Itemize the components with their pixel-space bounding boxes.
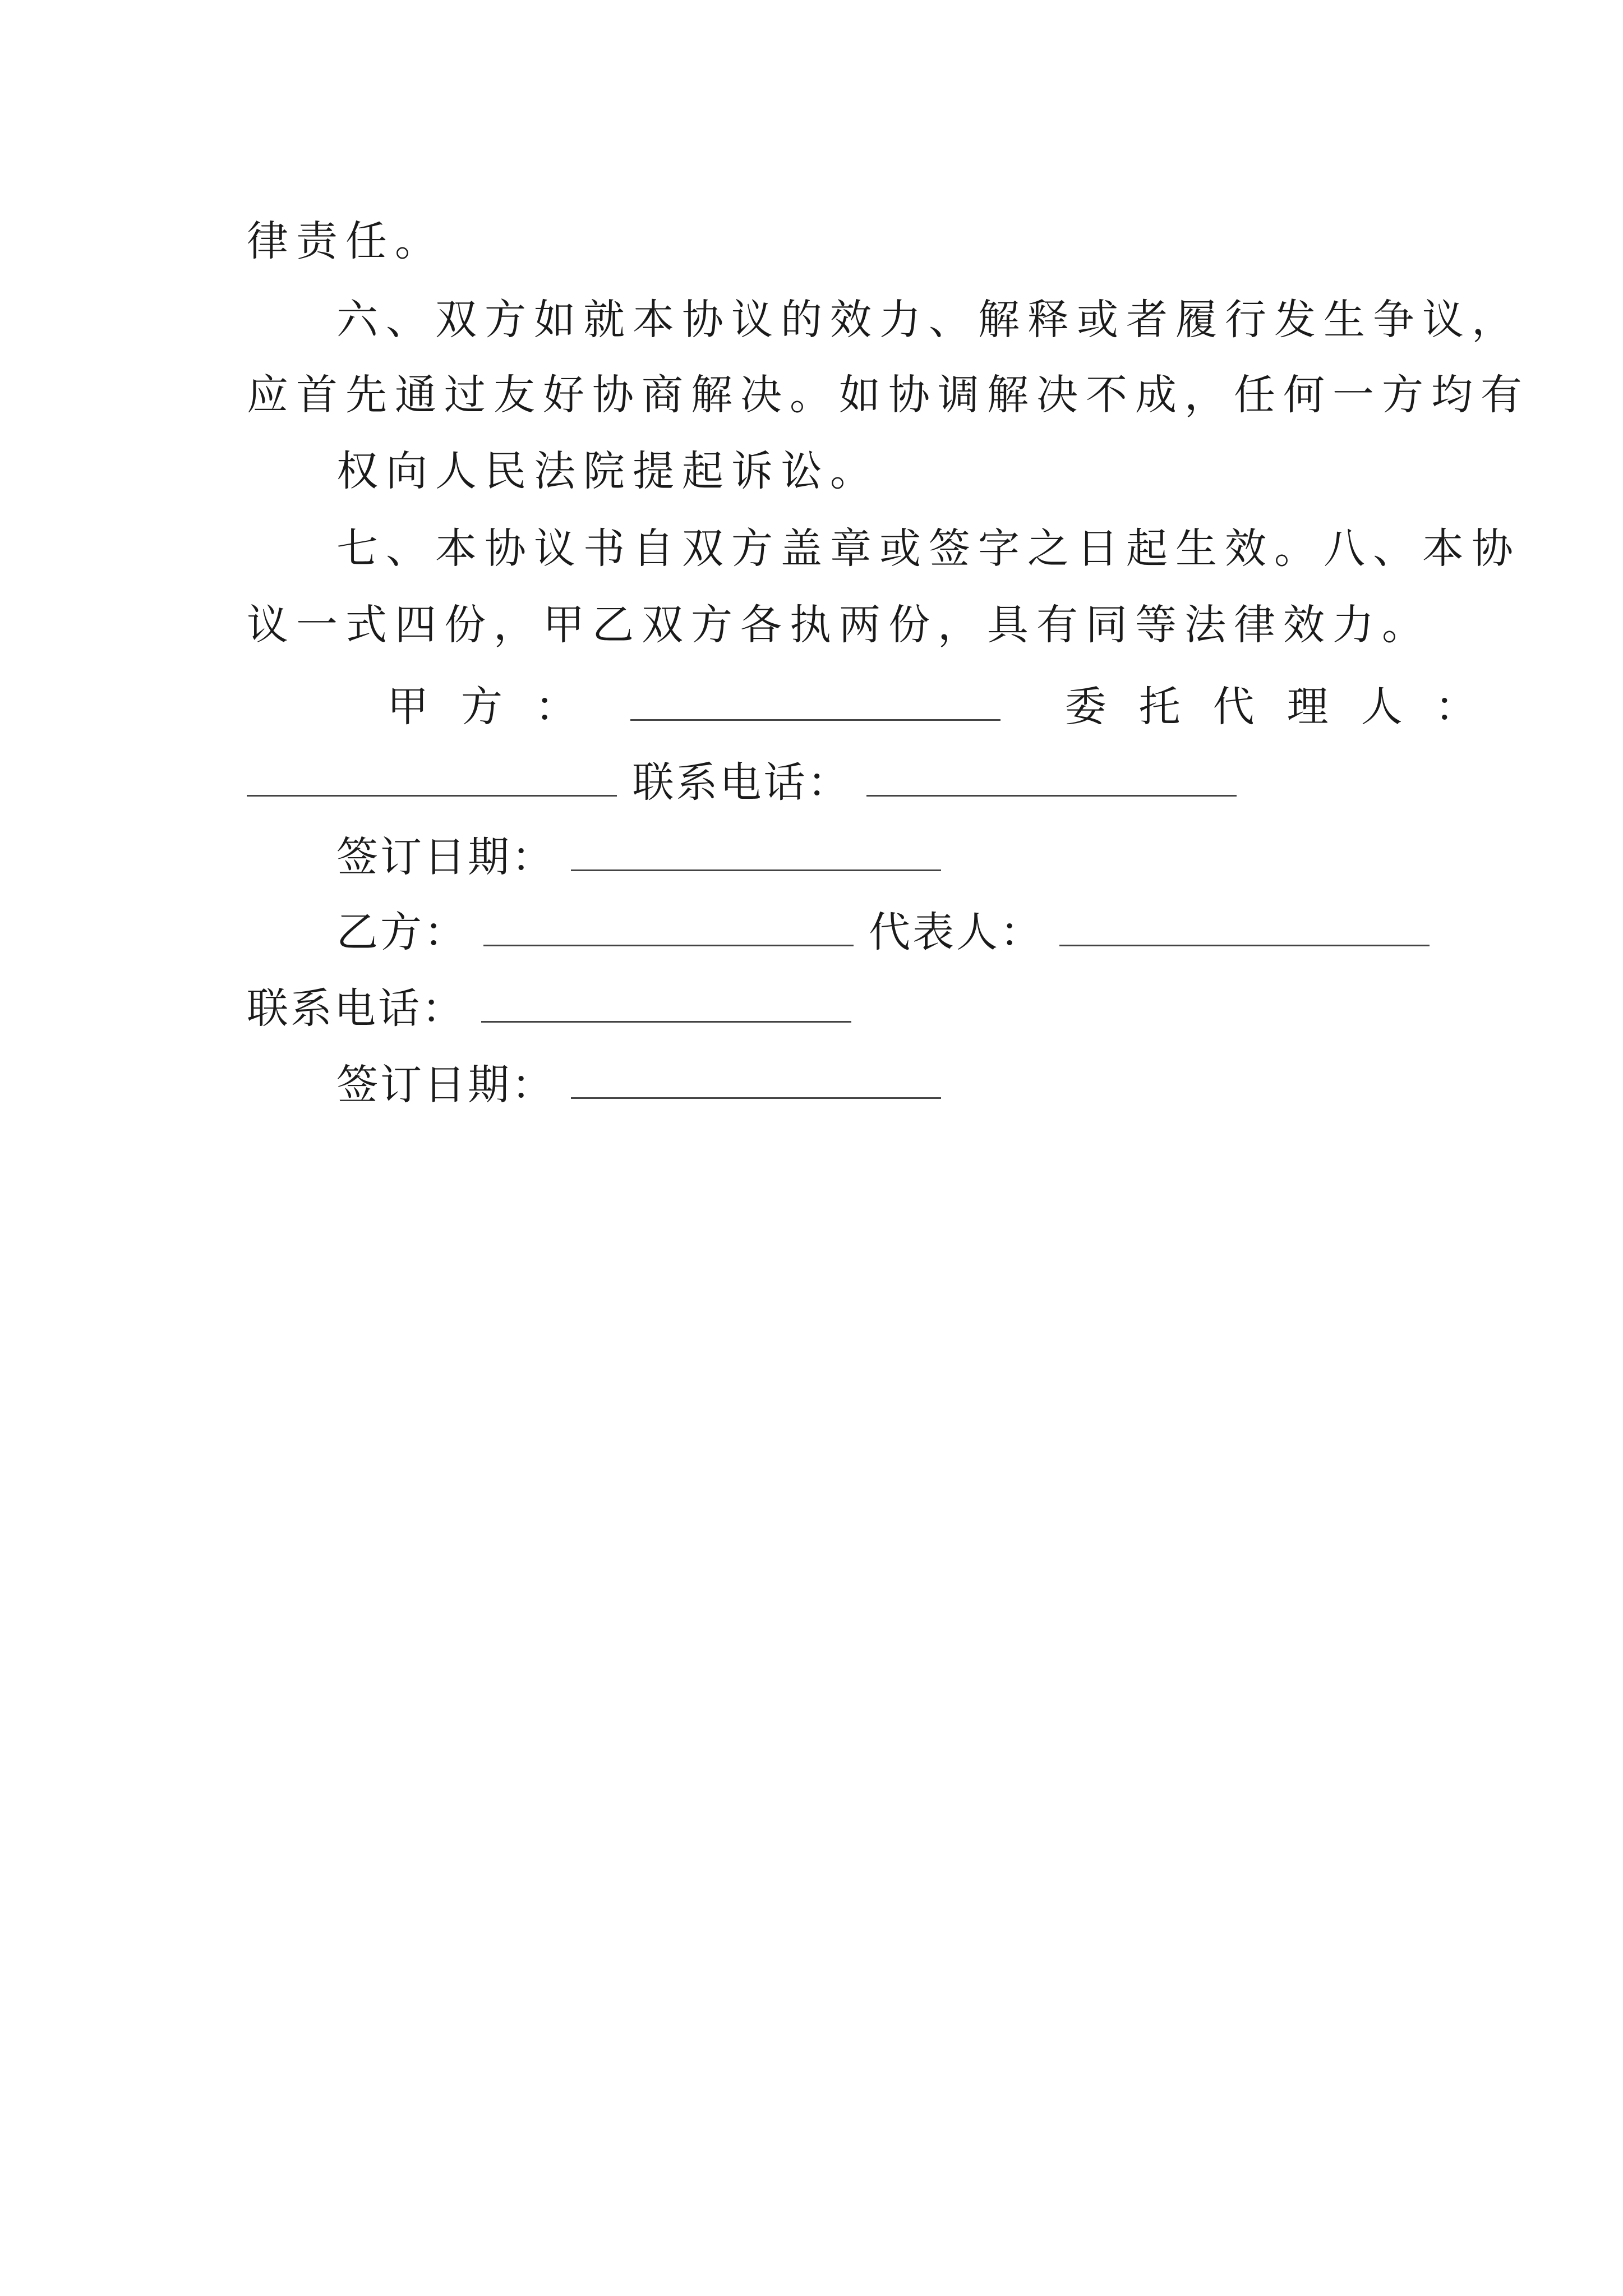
- representative-blank[interactable]: [1059, 905, 1430, 946]
- party-a-date-row: [336, 829, 941, 885]
- clause-7-line-1: [336, 521, 1521, 577]
- representative-label: 代表人：: [869, 908, 1044, 956]
- clause-7-line-2: [247, 597, 1431, 653]
- text-line: 议一式四份，甲乙双方各执两份，具有同等法律效力。: [247, 601, 1431, 649]
- clause-6-line-1: [336, 292, 1521, 348]
- text-line: 应首先通过友好协商解决。如协调解决不成，任何一方均有: [247, 371, 1530, 419]
- clause-6-line-2: [247, 367, 1530, 423]
- text-line: 七、本协议书自双方盖章或签字之日起生效。八、本协: [336, 524, 1521, 573]
- party-a-date-label: 签订日期：: [336, 833, 555, 881]
- party-a-phone-label: 联系电话：: [632, 758, 851, 807]
- party-a-row: [387, 679, 1509, 735]
- party-a-phone-blank[interactable]: [866, 756, 1237, 797]
- text-line: 律责任。: [247, 217, 444, 265]
- party-a-label: 甲方：: [387, 683, 609, 731]
- party-a-blank[interactable]: [630, 680, 1000, 721]
- text-line: 权向人民法院提起诉讼。: [336, 447, 879, 495]
- party-b-phone-row: [247, 981, 851, 1037]
- party-b-blank[interactable]: [483, 905, 854, 946]
- party-b-label: 乙方：: [336, 908, 468, 956]
- paragraph-end-line: [247, 213, 444, 269]
- agent-blank[interactable]: [247, 756, 617, 797]
- party-b-phone-label: 联系电话：: [247, 984, 465, 1033]
- party-b-date-row: [336, 1057, 941, 1113]
- party-b-date-label: 签订日期：: [336, 1061, 555, 1109]
- party-a-date-blank[interactable]: [571, 830, 941, 871]
- party-b-phone-blank[interactable]: [481, 982, 851, 1023]
- party-b-row: [336, 904, 1430, 960]
- agent-phone-row: [247, 754, 1237, 811]
- agent-label: 委托代理人：: [1064, 683, 1509, 731]
- clause-6-line-3: [336, 443, 879, 499]
- party-b-date-blank[interactable]: [571, 1058, 941, 1099]
- text-line: 六、双方如就本协议的效力、解释或者履行发生争议，: [336, 296, 1521, 344]
